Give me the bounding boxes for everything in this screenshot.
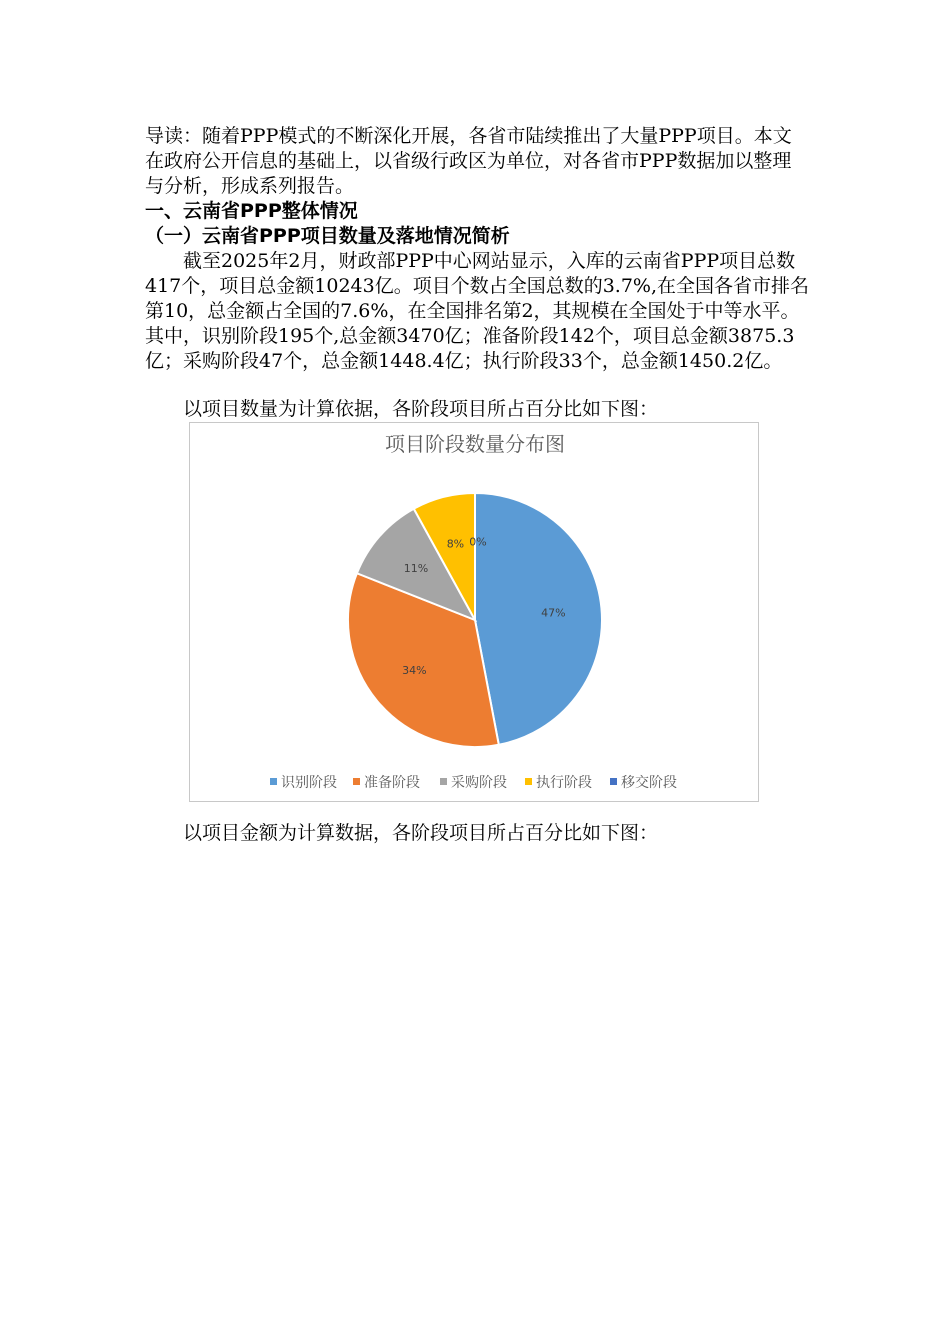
pie-label-3: 11% [403,561,429,575]
subsection-heading: （一）云南省PPP项目数量及落地情况简析 [145,225,510,247]
pie-label-5: 0% [469,535,487,549]
pie-label-1: 47% [541,606,566,620]
legend-swatch-3 [440,778,447,785]
pie-chart-svg [190,423,760,803]
chart-caption-count: 以项目数量为计算依据，各阶段项目所占百分比如下图： [183,398,659,420]
pie-label-2: 34% [402,664,427,678]
pie-label-4: 8% [446,537,465,551]
legend-label-2: 准备阶段 [364,775,420,791]
legend-swatch-1 [270,778,277,785]
legend-label-3: 采购阶段 [451,775,507,791]
legend-label-1: 识别阶段 [281,775,337,791]
legend-swatch-2 [353,778,360,785]
intro-text: 导读：随着PPP模式的不断深化开展，各省市陆续推出了大量PPP项目。本文在政府公开信息的基础上，以省级行政区为单位，对各省市PPP数据加以整理与分析，形成系列报告。 [145,125,792,197]
chart-legend [270,774,677,791]
section-heading: 一、云南省PPP整体情况 [145,200,358,222]
pie-slices [348,493,602,747]
pie-slice-1 [475,493,602,745]
chart-title: 项目阶段数量分布图 [385,432,565,456]
body-text: 截至2025年2月，财政部PPP中心网站显示，入库的云南省PPP项目总数417个，项目总金额10243亿。项目个数占全国总数的3.7%,在全国各省市排名第10，总金额占全国的7.6%，在全国排名第2，其规模在全国处于中等水平。其中，识别阶段195个,总金额3470亿；准备阶段142个，项目总金额3875.3亿；采购阶段47个，总金额1448.4亿；执行阶段33个，总金额1450.2亿。 [145,250,810,372]
legend-swatch-4 [525,778,532,785]
intro-paragraph [145,124,810,199]
legend-swatch-5 [610,778,617,785]
chart-caption-amount: 以项目金额为计算数据，各阶段项目所占百分比如下图： [183,822,659,844]
legend-label-4: 执行阶段 [536,775,592,791]
pie-chart [189,422,759,802]
legend-label-5: 移交阶段 [621,775,677,791]
body-paragraph [145,249,810,374]
